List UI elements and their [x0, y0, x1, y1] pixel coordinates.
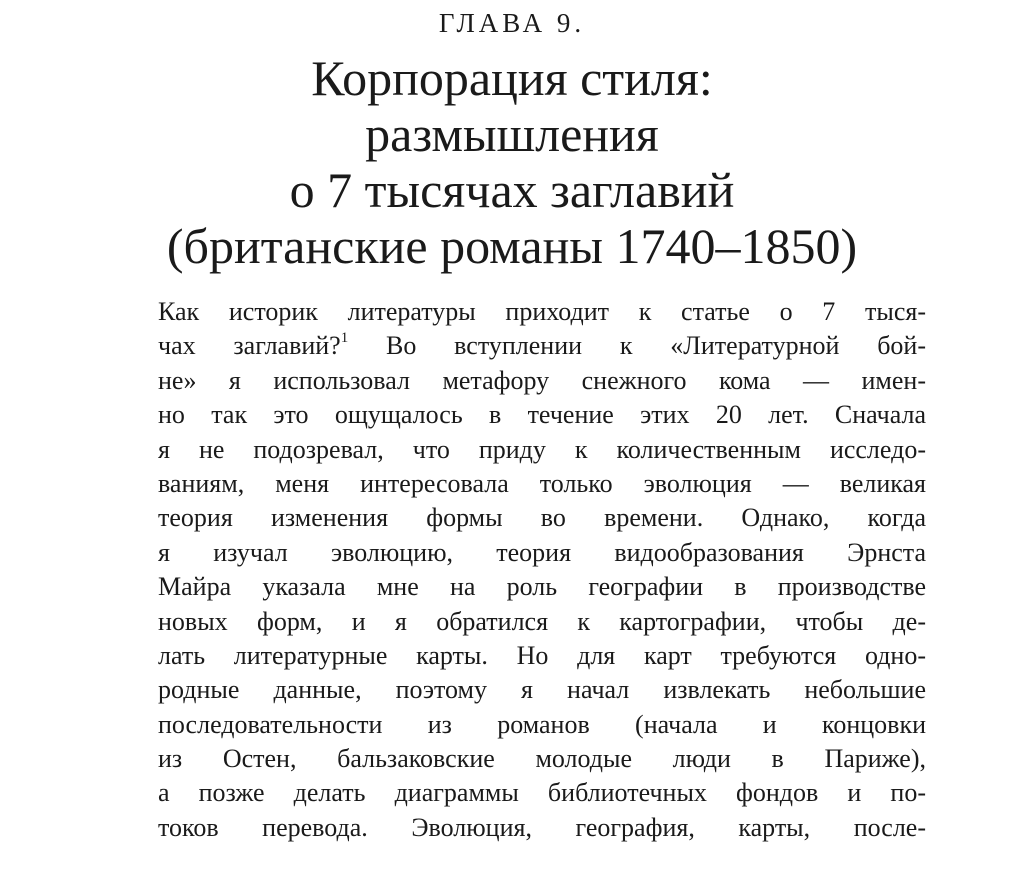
paragraph-line: [158, 329, 926, 363]
chapter-title-line: Корпорация стиля:: [311, 50, 713, 106]
body-paragraph: [158, 295, 926, 845]
paragraph-line-text: чах заглавий?: [158, 331, 341, 361]
footnote-marker[interactable]: 1: [340, 330, 349, 347]
paragraph-line: я изучал эволюцию, теория видообразования Эрнста: [158, 537, 926, 567]
chapter-label: ГЛАВА 9.: [438, 8, 586, 38]
paragraph-line: не» я использовал метафору снежного кома — имен-: [158, 365, 926, 395]
paragraph-line: но так это ощущалось в течение этих 20 лет. Сначала: [158, 400, 926, 430]
paragraph-line-text: Во вступлении к «Литературной бой-: [348, 331, 926, 361]
paragraph-line: я не подозревал, что приду к количественным исследо-: [158, 434, 926, 464]
paragraph-line: последовательности из романов (начала и концовки: [158, 709, 926, 739]
paragraph-line: из Остен, бальзаковские молодые люди в Париже),: [158, 744, 926, 774]
chapter-title-line: о 7 тысячах заглавий: [289, 162, 735, 218]
paragraph-line: токов перевода. Эволюция, география, карты, после-: [158, 812, 926, 842]
paragraph-line: теория изменения формы во времени. Однако, когда: [158, 503, 926, 533]
chapter-title: [120, 50, 904, 274]
paragraph-line: ваниям, меня интересовала только эволюция — великая: [158, 468, 926, 498]
chapter-title-line: размышления: [365, 106, 659, 162]
paragraph-line: а позже делать диаграммы библиотечных фондов и по-: [158, 778, 926, 808]
paragraph-line: Майра указала мне на роль географии в производстве: [158, 572, 926, 602]
paragraph-line: новых форм, и я обратился к картографии, чтобы де-: [158, 606, 926, 636]
chapter-title-line: (британские романы 1740–1850): [166, 218, 858, 274]
paragraph-line: Как историк литературы приходит к статье о 7 тыся-: [158, 297, 926, 326]
paragraph-line: лать литературные карты. Но для карт требуются одно-: [158, 640, 926, 670]
paragraph-line: родные данные, поэтому я начал извлекать небольшие: [158, 675, 926, 705]
